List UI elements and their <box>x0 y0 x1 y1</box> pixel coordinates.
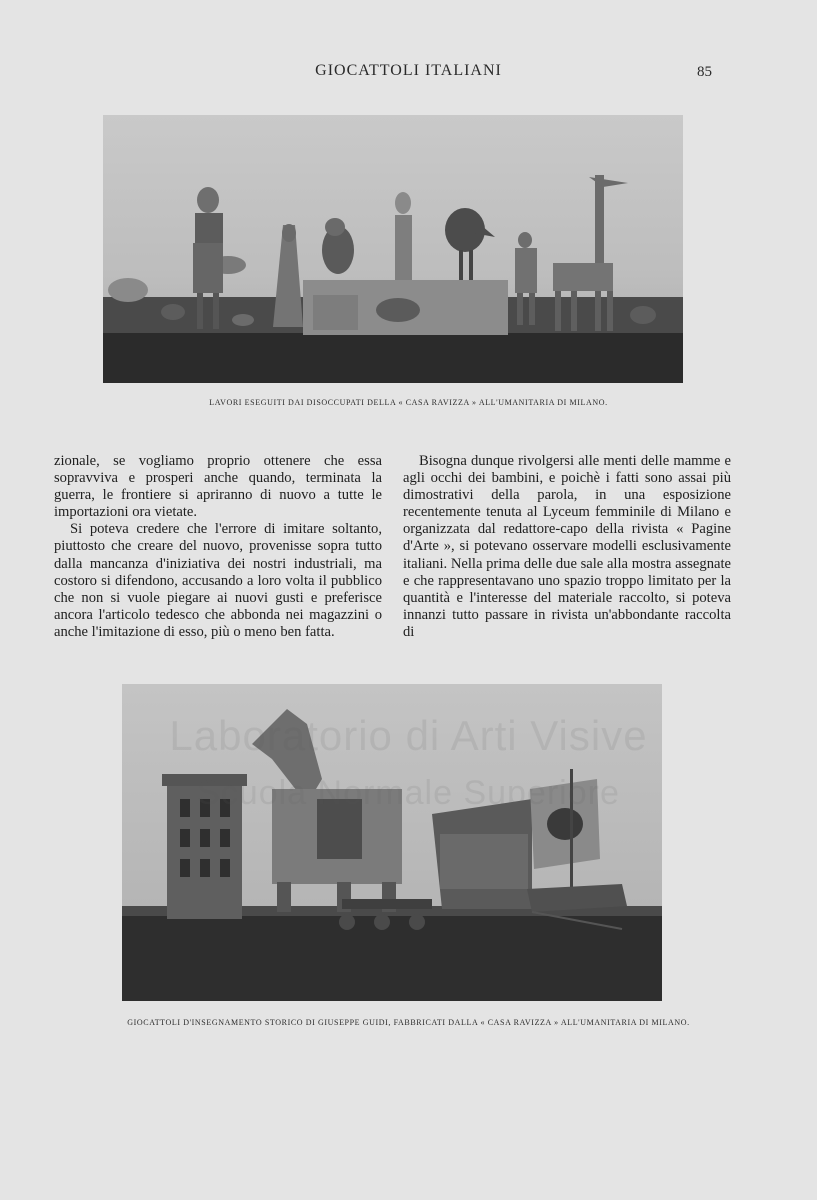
top-photo-illustration <box>103 115 683 383</box>
right-text-column <box>403 453 731 641</box>
right-paragraph-1: Bisogna dunque rivolgersi alle menti delle mamme e agli occhi dei bambini, e poichè i fatti sono assai più dimostrativi della parola, in una esposizione recentemente tenuta al Lyceum femminile di Milano e organizzata dal redattore-capo della rivista « Pagine d'Arte », si potevano osservare modelli esclusivamente italiani. Nella prima delle due sale alla mostra assegnate e che rappresentavano uno spazio troppo limitato per la quantità e l'interesse del materiale raccolto, si poteva innanzi tutto passare in rivista un'abbondante raccolta di <box>403 453 731 640</box>
top-photo-wooden-figures <box>103 115 683 383</box>
top-photo-caption: LAVORI ESEGUITI DAI DISOCCUPATI DELLA « CASA RAVIZZA » ALL'UMANITARIA DI MILANO. <box>209 398 608 407</box>
bottom-photo-illustration <box>122 684 662 1001</box>
bottom-photo-caption: GIOCATTOLI D'INSEGNAMENTO STORICO DI GIUSEPPE GUIDI, FABBRICATI DALLA « CASA RAVIZZA » ALL'UMANITARIA DI MILANO. <box>127 1018 690 1027</box>
running-title: GIOCATTOLI ITALIANI <box>315 62 502 79</box>
page-number: 85 <box>697 64 712 80</box>
left-text-column <box>54 453 382 641</box>
left-paragraph-1: zionale, se vogliamo proprio ottenere che essa sopravviva e prosperi anche quando, terminata la guerra, le frontiere si apriranno di nuovo a tutte le importazioni ora vietate. <box>54 453 382 521</box>
left-paragraph-2: Si poteva credere che l'errore di imitare soltanto, piuttosto che creare del nuovo, provenisse sopra tutto dalla mancanza d'iniziativa dei nostri industriali, ma costoro si difendono, accusando a loro volta il pubblico che non si vuole piegare ai nuovi gusti e preferisce ancora l'articolo tedesco che abbonda nei magazzini o anche l'imitazione di esso, più o meno ben fatta. <box>54 521 382 640</box>
bottom-photo-historical-toys <box>122 684 662 1001</box>
